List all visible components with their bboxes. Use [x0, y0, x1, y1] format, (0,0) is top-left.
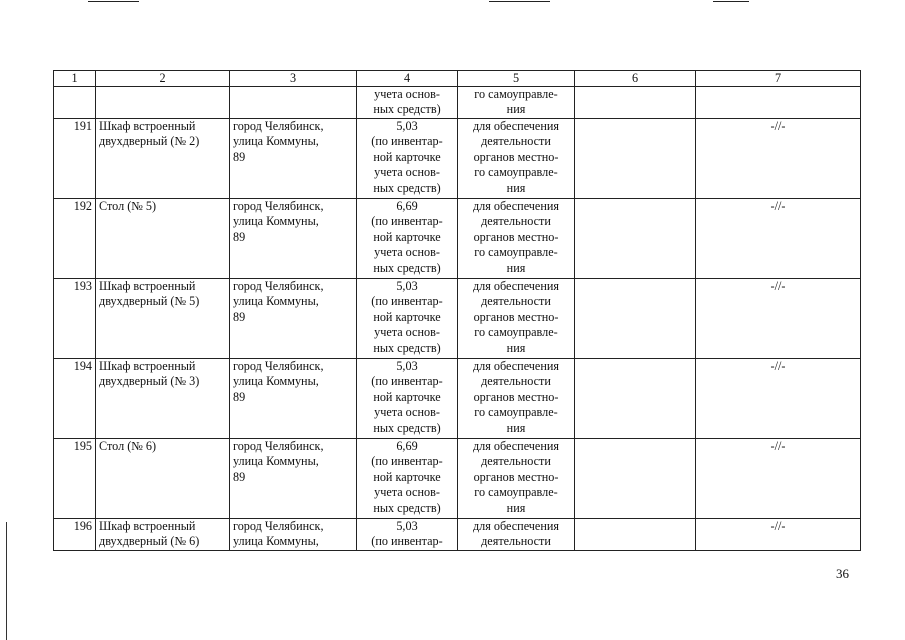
name-line: двухдверный (№ 5) — [99, 294, 200, 309]
purpose-line: ния — [506, 420, 526, 435]
purpose-line: для обеспечения — [472, 279, 559, 293]
value-line: ной карточке — [373, 229, 441, 244]
scan-line-left — [88, 1, 139, 2]
cell-num: 196 — [54, 519, 96, 551]
cell-address — [230, 279, 357, 359]
purpose-line: деятельности — [481, 214, 551, 229]
cell-value — [357, 519, 458, 551]
cell-num: 193 — [54, 279, 96, 359]
purpose-line: деятельности — [481, 374, 551, 389]
purpose-line: деятельности — [481, 534, 551, 549]
header-col-3: 3 — [230, 71, 357, 87]
purpose-line: ния — [506, 102, 526, 117]
cell-address — [230, 87, 357, 119]
cell-col6 — [575, 439, 696, 519]
value-line: (по инвентар- — [371, 374, 443, 389]
value-line: учета основ- — [374, 245, 440, 260]
cell-value — [357, 439, 458, 519]
name-line: двухдверный (№ 2) — [99, 134, 200, 149]
cell-col6 — [575, 87, 696, 119]
cell-name — [96, 359, 230, 439]
purpose-line: органов местно- — [473, 149, 559, 164]
cell-col6 — [575, 519, 696, 551]
value-line: (по инвентар- — [371, 294, 443, 309]
purpose-line: деятельности — [481, 454, 551, 469]
value-line: 5,03 — [396, 119, 418, 133]
page-number: 36 — [836, 566, 849, 581]
cell-num: 194 — [54, 359, 96, 439]
address-line: улица Коммуны, — [233, 374, 319, 389]
table-row — [54, 279, 861, 359]
name-line: Стол (№ 6) — [99, 439, 157, 453]
cell-num — [54, 87, 96, 119]
scan-line-right — [713, 1, 749, 2]
name-line: Шкаф встроенный — [99, 519, 196, 533]
name-line: Стол (№ 5) — [99, 199, 157, 213]
cell-name — [96, 519, 230, 551]
cell-value — [357, 199, 458, 279]
purpose-line: деятельности — [481, 294, 551, 309]
table-row-continued — [54, 87, 861, 119]
header-col-2: 2 — [96, 71, 230, 87]
header-col-1: 1 — [54, 71, 96, 87]
cell-purpose — [458, 199, 575, 279]
table-row — [54, 119, 861, 199]
header-col-5: 5 — [458, 71, 575, 87]
value-line: учета основ- — [374, 405, 440, 420]
cell-name — [96, 199, 230, 279]
name-line: двухдверный (№ 3) — [99, 374, 200, 389]
value-line: ной карточке — [373, 469, 441, 484]
table-row — [54, 359, 861, 439]
purpose-line: для обеспечения — [472, 119, 559, 133]
purpose-line: го самоуправле- — [474, 165, 558, 180]
address-line: город Челябинск, — [233, 199, 324, 213]
cell-value — [357, 359, 458, 439]
address-line: улица Коммуны, — [233, 454, 319, 469]
value-line: (по инвентар- — [371, 534, 443, 549]
cell-num: 191 — [54, 119, 96, 199]
header-row — [54, 71, 861, 87]
table-row — [54, 519, 861, 551]
purpose-line: для обеспечения — [472, 519, 559, 533]
value-line: (по инвентар- — [371, 134, 443, 149]
cell-address — [230, 119, 357, 199]
value-line: ной карточке — [373, 149, 441, 164]
cell-col6 — [575, 279, 696, 359]
address-line: 89 — [233, 309, 246, 324]
cell-name — [96, 119, 230, 199]
cell-note: -//- — [696, 119, 861, 199]
purpose-line: ния — [506, 180, 526, 195]
cell-num: 195 — [54, 439, 96, 519]
value-line: ных средств) — [373, 180, 441, 195]
scan-line-center — [489, 1, 550, 2]
cell-purpose — [458, 119, 575, 199]
value-line: ной карточке — [373, 309, 441, 324]
value-line: ных средств) — [373, 420, 441, 435]
purpose-line: ния — [506, 340, 526, 355]
cell-address — [230, 439, 357, 519]
cell-purpose — [458, 359, 575, 439]
address-line: город Челябинск, — [233, 279, 324, 293]
value-line: ных средств) — [373, 500, 441, 515]
address-line: город Челябинск, — [233, 439, 324, 453]
purpose-line: ния — [506, 260, 526, 275]
address-line: 89 — [233, 469, 246, 484]
purpose-line: для обеспечения — [472, 439, 559, 453]
value-line: 6,69 — [396, 199, 418, 213]
address-line: улица Коммуны, — [233, 294, 319, 309]
cell-col6 — [575, 359, 696, 439]
purpose-line: го самоуправле- — [474, 245, 558, 260]
cell-name — [96, 439, 230, 519]
name-line: Шкаф встроенный — [99, 359, 196, 373]
value-line: 5,03 — [396, 279, 418, 293]
cell-value — [357, 119, 458, 199]
address-line: город Челябинск, — [233, 519, 324, 533]
value-line: 5,03 — [396, 359, 418, 373]
cell-col6 — [575, 199, 696, 279]
value-line: ной карточке — [373, 389, 441, 404]
value-line: учета основ- — [374, 325, 440, 340]
cell-purpose — [458, 87, 575, 119]
cell-address — [230, 519, 357, 551]
cell-note: -//- — [696, 439, 861, 519]
value-line: учета основ- — [374, 165, 440, 180]
cell-address — [230, 199, 357, 279]
purpose-line: го самоуправле- — [474, 325, 558, 340]
value-line: учета основ- — [374, 87, 440, 101]
address-line: город Челябинск, — [233, 119, 324, 133]
address-line: улица Коммуны, — [233, 134, 319, 149]
value-line: (по инвентар- — [371, 214, 443, 229]
header-col-6: 6 — [575, 71, 696, 87]
header-col-4: 4 — [357, 71, 458, 87]
address-line: улица Коммуны, — [233, 534, 319, 549]
address-line: 89 — [233, 149, 246, 164]
table-row — [54, 199, 861, 279]
address-line: улица Коммуны, — [233, 214, 319, 229]
cell-name — [96, 279, 230, 359]
purpose-line: для обеспечения — [472, 199, 559, 213]
cell-note: -//- — [696, 279, 861, 359]
header-col-7: 7 — [696, 71, 861, 87]
table-header — [54, 71, 861, 87]
purpose-line: деятельности — [481, 134, 551, 149]
cell-purpose — [458, 439, 575, 519]
value-line: ных средств) — [373, 340, 441, 355]
purpose-line: органов местно- — [473, 469, 559, 484]
value-line: 5,03 — [396, 519, 418, 533]
table-body — [54, 87, 861, 551]
registry-table — [53, 70, 861, 551]
purpose-line: го самоуправле- — [474, 405, 558, 420]
cell-address — [230, 359, 357, 439]
value-line: ных средств) — [373, 102, 441, 117]
value-line: (по инвентар- — [371, 454, 443, 469]
cell-value — [357, 87, 458, 119]
purpose-line: органов местно- — [473, 309, 559, 324]
address-line: 89 — [233, 229, 246, 244]
binding-margin-line — [6, 522, 7, 640]
value-line: 6,69 — [396, 439, 418, 453]
purpose-line: ния — [506, 500, 526, 515]
cell-purpose — [458, 279, 575, 359]
value-line: ных средств) — [373, 260, 441, 275]
cell-value — [357, 279, 458, 359]
cell-note: -//- — [696, 359, 861, 439]
cell-note: -//- — [696, 199, 861, 279]
address-line: город Челябинск, — [233, 359, 324, 373]
purpose-line: го самоуправле- — [474, 87, 558, 101]
name-line: Шкаф встроенный — [99, 119, 196, 133]
purpose-line: органов местно- — [473, 389, 559, 404]
cell-purpose — [458, 519, 575, 551]
name-line: двухдверный (№ 6) — [99, 534, 200, 549]
cell-note: -//- — [696, 519, 861, 551]
value-line: учета основ- — [374, 485, 440, 500]
table-row — [54, 439, 861, 519]
cell-name — [96, 87, 230, 119]
purpose-line: для обеспечения — [472, 359, 559, 373]
cell-num: 192 — [54, 199, 96, 279]
name-line: Шкаф встроенный — [99, 279, 196, 293]
cell-col6 — [575, 119, 696, 199]
purpose-line: органов местно- — [473, 229, 559, 244]
address-line: 89 — [233, 389, 246, 404]
cell-note — [696, 87, 861, 119]
purpose-line: го самоуправле- — [474, 485, 558, 500]
